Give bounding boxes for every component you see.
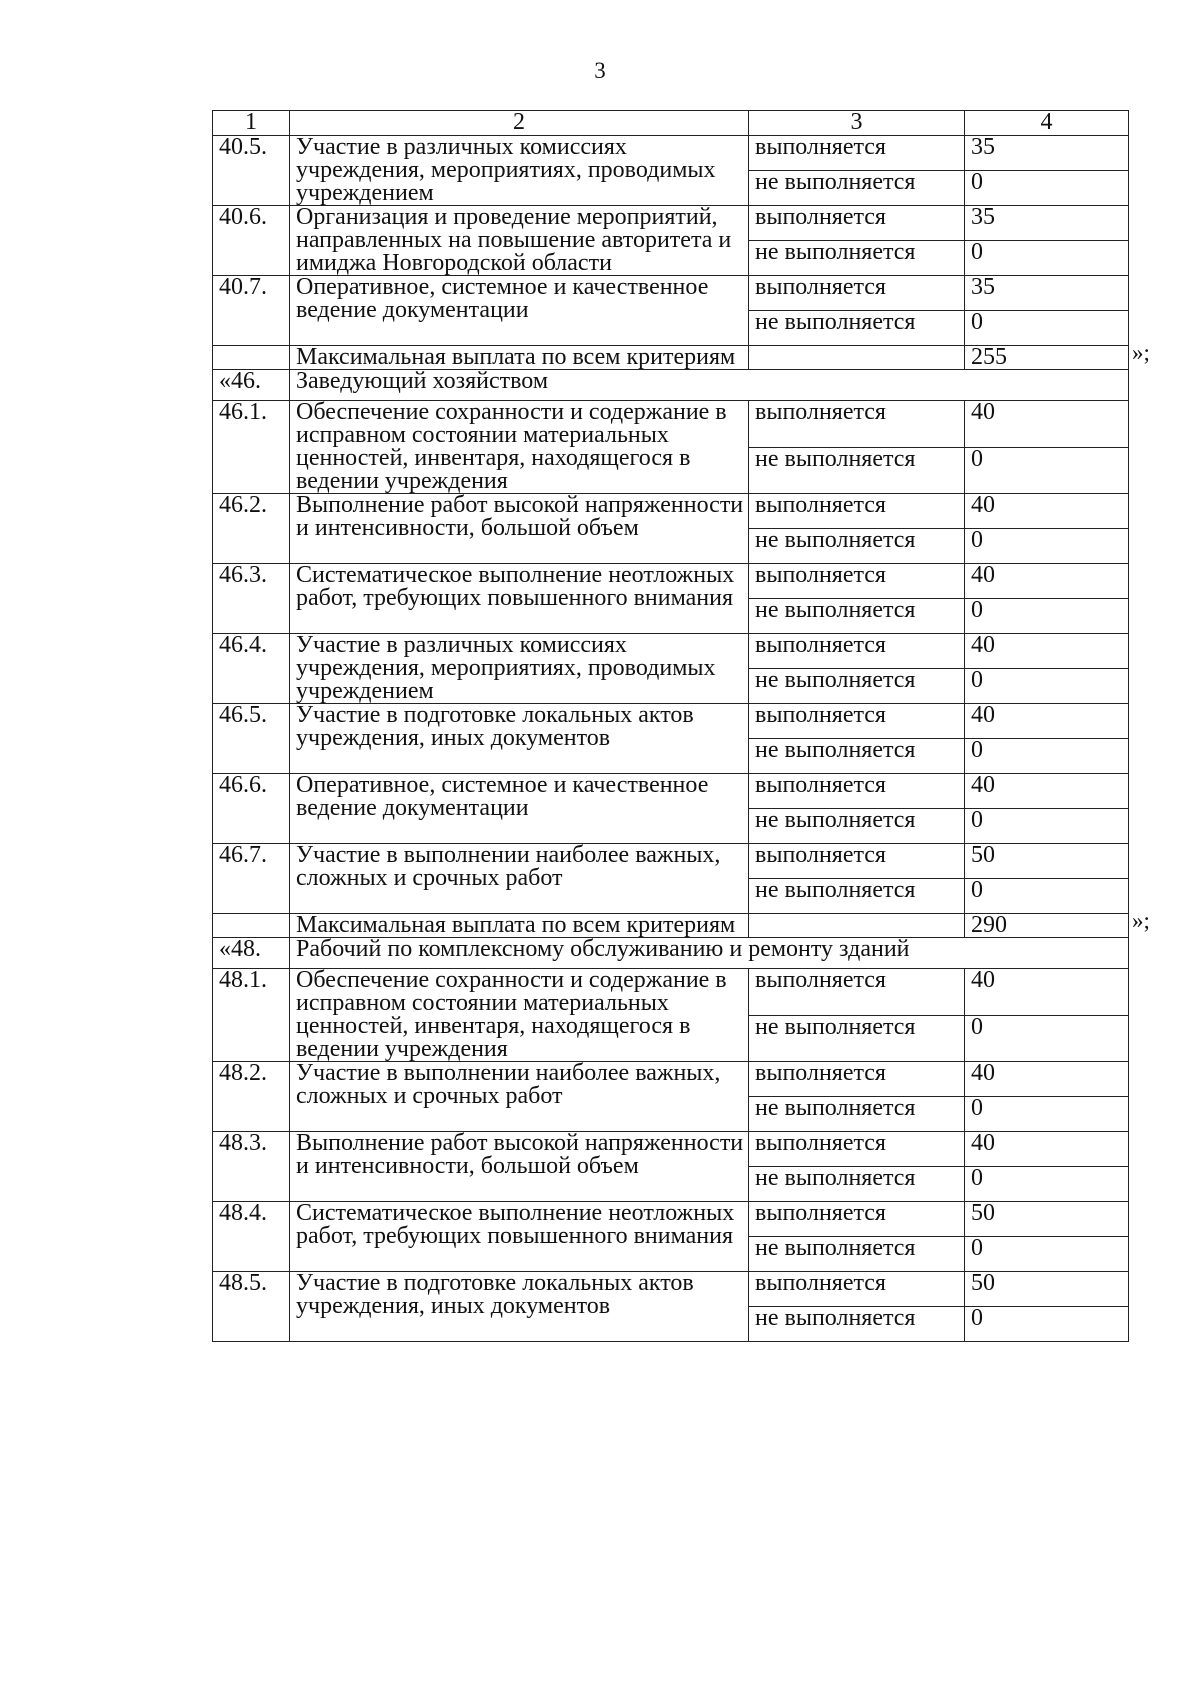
criterion-number: 46.4. [213,634,290,704]
criterion-number: 40.6. [213,206,290,276]
max-payment-value: 290 [965,914,1129,938]
status-not-fulfilled: не выполняется [749,1015,965,1062]
status-fulfilled: выполняется [749,1062,965,1097]
points-fulfilled: 40 [965,704,1129,739]
criterion-row [213,704,1129,739]
points-fulfilled: 40 [965,1062,1129,1097]
criterion-number: 46.6. [213,774,290,844]
criterion-text: Организация и проведение мероприятий, направленных на повышение авторитета и имиджа Новгородской области [290,206,749,276]
criterion-row [213,844,1129,879]
section-row [213,370,1129,401]
points-fulfilled: 40 [965,969,1129,1016]
criterion-number: 46.5. [213,704,290,774]
points-fulfilled: 35 [965,136,1129,171]
status-fulfilled: выполняется [749,1202,965,1237]
points-fulfilled: 35 [965,276,1129,311]
column-header-2: 2 [290,111,749,136]
criterion-text: Выполнение работ высокой напряженности и интенсивности, большой объем [290,1132,749,1202]
points-not-fulfilled: 0 [965,241,1129,276]
max-payment-blank [749,346,965,370]
max-payment-label: Максимальная выплата по всем критериям [290,346,749,370]
points-fulfilled: 50 [965,1272,1129,1307]
criterion-text: Участие в подготовке локальных актов учреждения, иных документов [290,1272,749,1342]
criterion-text: Участие в выполнении наиболее важных, сложных и срочных работ [290,1062,749,1132]
criterion-text: Обеспечение сохранности и содержание в исправном состоянии материальных ценностей, инвентаря, находящегося в ведении учреждения [290,969,749,1062]
table-header-row [213,111,1129,136]
points-not-fulfilled: 0 [965,1167,1129,1202]
points-not-fulfilled: 0 [965,879,1129,914]
criterion-row [213,564,1129,599]
criteria-table [212,110,1129,1342]
criterion-text: Оперативное, системное и качественное ведение документации [290,276,749,346]
status-fulfilled: выполняется [749,774,965,809]
criterion-text: Участие в подготовке локальных актов учреждения, иных документов [290,704,749,774]
status-not-fulfilled: не выполняется [749,809,965,844]
status-fulfilled: выполняется [749,969,965,1016]
criterion-number: 48.2. [213,1062,290,1132]
criterion-number: 46.1. [213,401,290,494]
column-header-3: 3 [749,111,965,136]
criterion-row [213,634,1129,669]
status-not-fulfilled: не выполняется [749,171,965,206]
points-fulfilled: 40 [965,634,1129,669]
status-not-fulfilled: не выполняется [749,311,965,346]
max-payment-label: Максимальная выплата по всем критериям [290,914,749,938]
max-payment-value: 255 [965,346,1129,370]
criterion-text: Обеспечение сохранности и содержание в исправном состоянии материальных ценностей, инвентаря, находящегося в ведении учреждения [290,401,749,494]
criterion-row [213,1202,1129,1237]
status-not-fulfilled: не выполняется [749,529,965,564]
points-fulfilled: 40 [965,564,1129,599]
points-not-fulfilled: 0 [965,669,1129,704]
points-fulfilled: 40 [965,401,1129,448]
status-fulfilled: выполняется [749,564,965,599]
criterion-number: 46.2. [213,494,290,564]
criterion-number: 46.7. [213,844,290,914]
criterion-row [213,1132,1129,1167]
criterion-number: 40.7. [213,276,290,346]
criterion-number: 46.3. [213,564,290,634]
points-fulfilled: 50 [965,1202,1129,1237]
status-not-fulfilled: не выполняется [749,739,965,774]
status-not-fulfilled: не выполняется [749,241,965,276]
criterion-row [213,494,1129,529]
criterion-row [213,401,1129,448]
section-title: Рабочий по комплексному обслуживанию и ремонту зданий [290,938,1129,969]
criterion-row [213,969,1129,1016]
status-not-fulfilled: не выполняется [749,1237,965,1272]
status-fulfilled: выполняется [749,206,965,241]
status-not-fulfilled: не выполняется [749,1167,965,1202]
page-number: 3 [594,58,606,83]
closing-quote-mark: »; [1132,339,1150,365]
status-not-fulfilled: не выполняется [749,447,965,494]
points-not-fulfilled: 0 [965,529,1129,564]
status-not-fulfilled: не выполняется [749,1097,965,1132]
status-fulfilled: выполняется [749,704,965,739]
points-fulfilled: 40 [965,1132,1129,1167]
criterion-number: 48.1. [213,969,290,1062]
closing-quote-mark: »; [1132,907,1150,933]
points-not-fulfilled: 0 [965,739,1129,774]
max-payment-blank [749,914,965,938]
criterion-row [213,774,1129,809]
criterion-text: Участие в выполнении наиболее важных, сложных и срочных работ [290,844,749,914]
status-fulfilled: выполняется [749,634,965,669]
criterion-text: Участие в различных комиссиях учреждения, мероприятиях, проводимых учреждением [290,634,749,704]
status-fulfilled: выполняется [749,494,965,529]
points-not-fulfilled: 0 [965,809,1129,844]
points-not-fulfilled: 0 [965,171,1129,206]
status-not-fulfilled: не выполняется [749,599,965,634]
status-fulfilled: выполняется [749,844,965,879]
criterion-number: 48.3. [213,1132,290,1202]
criterion-text: Участие в различных комиссиях учреждения, мероприятиях, проводимых учреждением [290,136,749,206]
section-row [213,938,1129,969]
points-not-fulfilled: 0 [965,1237,1129,1272]
points-fulfilled: 35 [965,206,1129,241]
criterion-text: Выполнение работ высокой напряженности и интенсивности, большой объем [290,494,749,564]
points-fulfilled: 40 [965,494,1129,529]
status-fulfilled: выполняется [749,276,965,311]
criterion-text: Систематическое выполнение неотложных работ, требующих повышенного внимания [290,564,749,634]
criterion-row [213,206,1129,241]
section-title: Заведующий хозяйством [290,370,1129,401]
column-header-1: 1 [213,111,290,136]
criterion-row [213,276,1129,311]
max-payment-number-cell [213,914,290,938]
criterion-row [213,1062,1129,1097]
points-not-fulfilled: 0 [965,1015,1129,1062]
criterion-number: 48.4. [213,1202,290,1272]
criterion-number: 48.5. [213,1272,290,1342]
status-not-fulfilled: не выполняется [749,1307,965,1342]
criterion-text: Систематическое выполнение неотложных работ, требующих повышенного внимания [290,1202,749,1272]
status-fulfilled: выполняется [749,1272,965,1307]
criterion-text: Оперативное, системное и качественное ведение документации [290,774,749,844]
section-number: «46. [213,370,290,401]
status-fulfilled: выполняется [749,136,965,171]
points-not-fulfilled: 0 [965,1307,1129,1342]
max-payment-row [213,346,1129,370]
status-not-fulfilled: не выполняется [749,669,965,704]
points-not-fulfilled: 0 [965,1097,1129,1132]
status-fulfilled: выполняется [749,1132,965,1167]
section-number: «48. [213,938,290,969]
points-not-fulfilled: 0 [965,599,1129,634]
status-fulfilled: выполняется [749,401,965,448]
criterion-row [213,136,1129,171]
criterion-number: 40.5. [213,136,290,206]
criterion-row [213,1272,1129,1307]
status-not-fulfilled: не выполняется [749,879,965,914]
points-fulfilled: 50 [965,844,1129,879]
points-not-fulfilled: 0 [965,311,1129,346]
points-fulfilled: 40 [965,774,1129,809]
column-header-4: 4 [965,111,1129,136]
max-payment-row [213,914,1129,938]
points-not-fulfilled: 0 [965,447,1129,494]
max-payment-number-cell [213,346,290,370]
